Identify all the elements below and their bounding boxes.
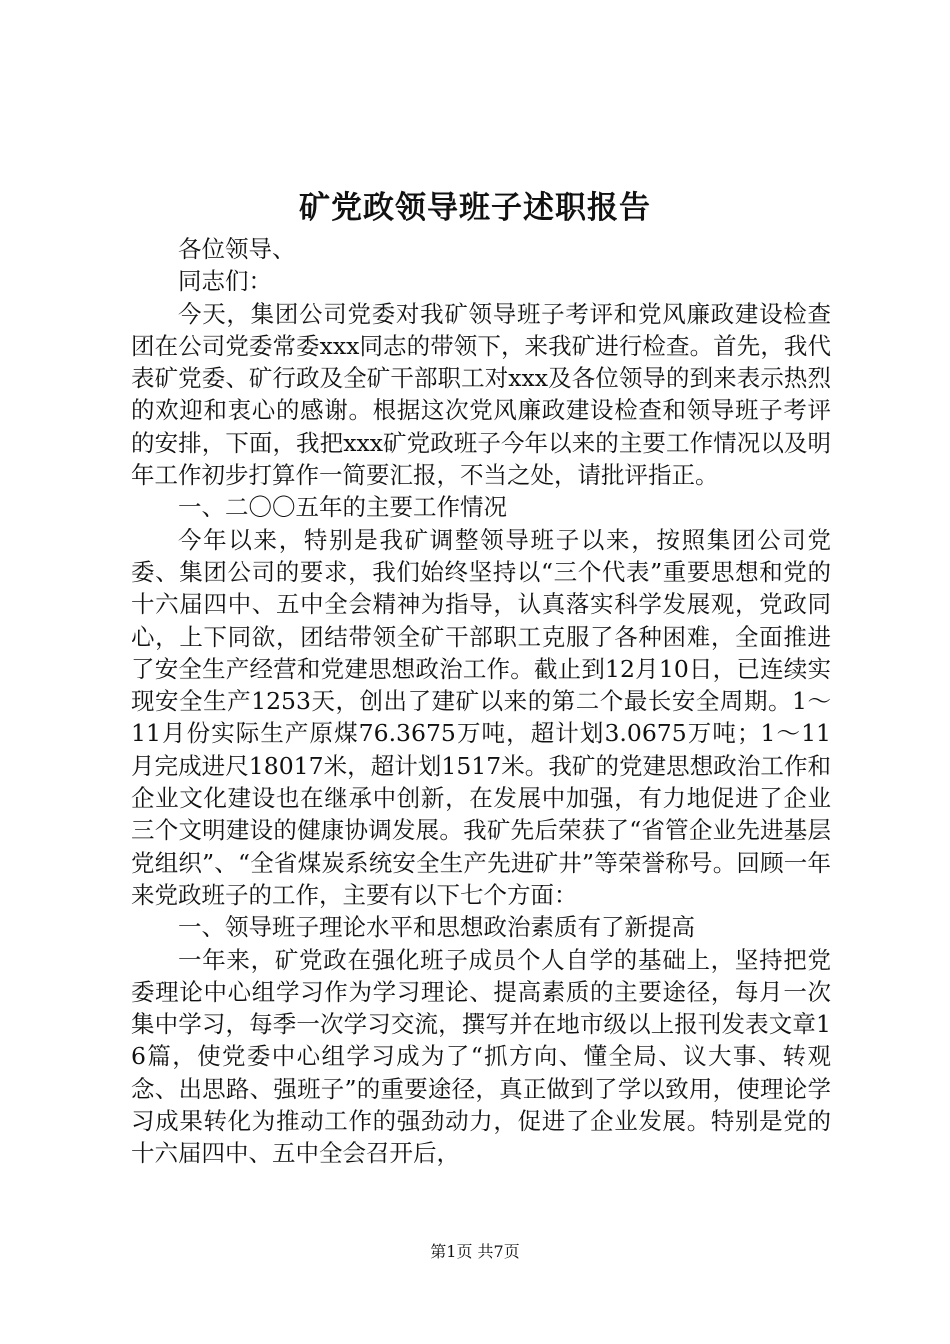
- section-heading-1: 一、二〇〇五年的主要工作情况: [178, 493, 507, 522]
- salutation-line-2: 同志们：: [178, 267, 272, 296]
- document-body: [131, 233, 831, 1170]
- salutation-line-1: 各位领导、: [178, 235, 296, 263]
- paragraph-theory-study: 一年来，矿党政在强化班子成员个人自学的基础上，坚持把党委理论中心组学习作为学习理论、提高素质的主要途径，每月一次集中学习，每季一次学习交流，撰写并在地市级以上报刊发表文章16篇，使党委中心组学习成为了“抓方向、懂全局、议大事、转观念、出思路、强班子”的重要途径，真正做到了学以致用，使理论学习成果转化为推动工作的强劲动力，促进了企业发展。特别是党的十六届四中、五中全会召开后，: [131, 945, 831, 1168]
- subsection-heading-1: 一、领导班子理论水平和思想政治素质有了新提高: [178, 913, 695, 942]
- paragraph-opening: 今天，集团公司党委对我矿领导班子考评和党风廉政建设检查团在公司党委常委xxx同志的带领下，来我矿进行检查。首先，我代表矿党委、矿行政及全矿干部职工对xxx及各位领导的到来表示热烈的欢迎和衷心的感谢。根据这次党风廉政建设检查和领导班子考评的安排，下面，我把xxx矿党政班子今年以来的主要工作情况以及明年工作初步打算作一简要汇报，不当之处，请批评指正。: [131, 299, 831, 490]
- page-footer: 第1页 共7页: [430, 1242, 520, 1261]
- document-title: 矿党政领导班子述职报告: [299, 190, 651, 226]
- paragraph-work-summary: 今年以来，特别是我矿调整领导班子以来，按照集团公司党委、集团公司的要求，我们始终坚持以“三个代表”重要思想和党的十六届四中、五中全会精神为指导，认真落实科学发展观，党政同心，上下同欲，团结带领全矿干部职工克服了各种困难，全面推进了安全生产经营和党建思想政治工作。截止到12月10日，已连续实现安全生产1253天，创出了建矿以来的第二个最长安全周期。1～11月份实际生产原煤76.3675万吨，超计划3.0675万吨；1～11月完成进尺18017米，超计划1517米。我矿的党建思想政治工作和企业文化建设也在继承中创新，在发展中加强，有力地促进了企业三个文明建设的健康协调发展。我矿先后荣获了“省管企业先进基层党组织”、“全省煤炭系统安全生产先进矿井”等荣誉称号。回顾一年来党政班子的工作，主要有以下七个方面：: [131, 525, 831, 909]
